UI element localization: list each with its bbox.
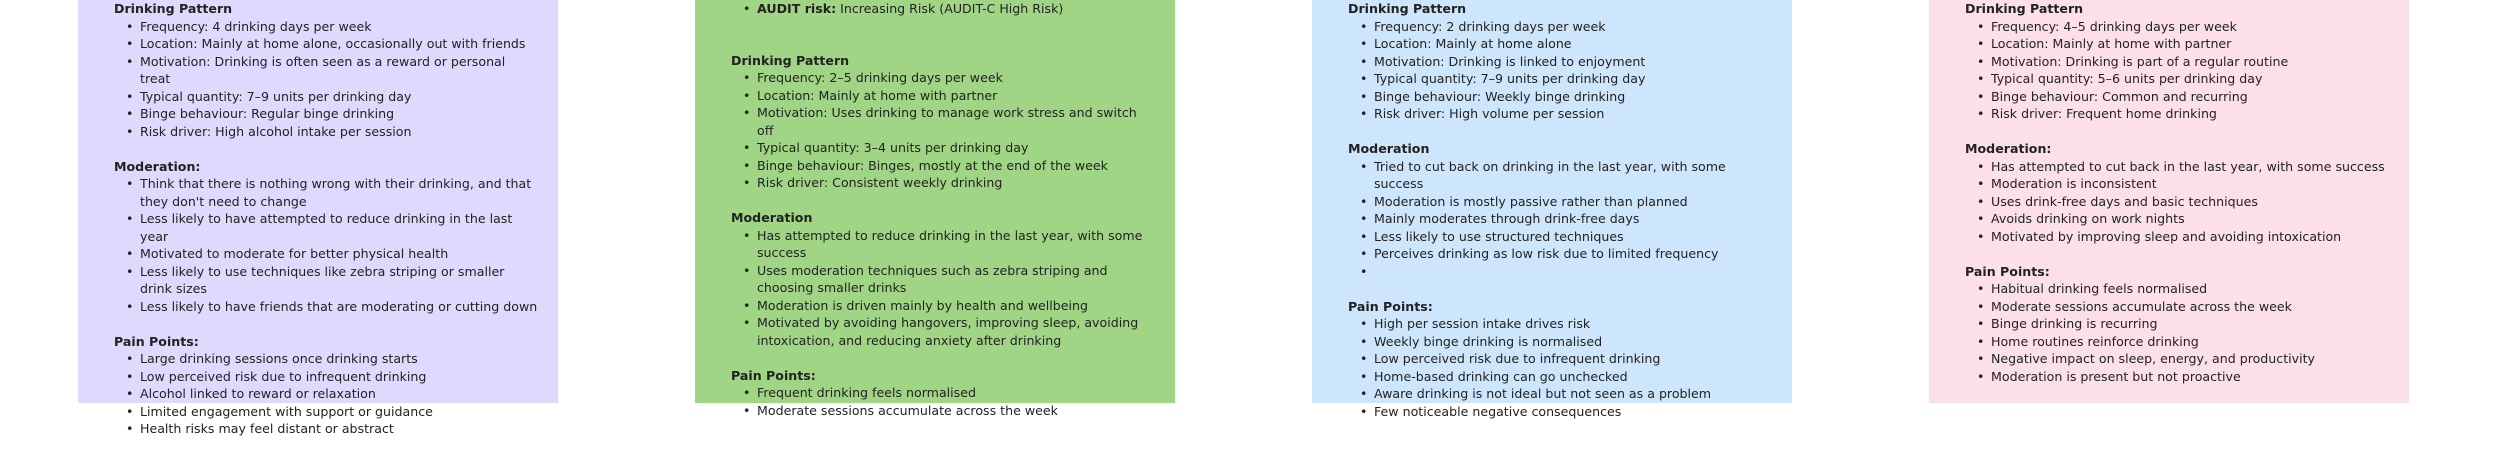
list-item: • Location: Mainly at home alone [1374,35,1772,53]
pain-points-section [1312,298,1792,421]
moderation-section [695,209,1175,349]
list-item: • Location: Mainly at home with partner [757,87,1155,105]
persona-card-4 [1929,0,2409,403]
list-item: • Mainly moderates through drink-free days [1374,210,1772,228]
section-heading: Moderation [1348,141,1430,156]
section-heading: Moderation [731,210,813,225]
drinking-pattern-section [695,52,1175,192]
list-item: • Moderate sessions accumulate across the week [1991,298,2389,316]
moderation-section [1929,140,2409,245]
pain-points-section [695,367,1175,420]
section-heading: Drinking Pattern [731,52,850,68]
bullet-list [78,175,558,315]
list-item: • Binge behaviour: Regular binge drinking [140,105,538,123]
list-item: • Binge drinking is recurring [1991,315,2389,333]
list-item: • Low perceived risk due to infrequent drinking [1374,350,1772,368]
list-item: • Frequency: 2 drinking days per week [1374,18,1772,36]
section-heading: Pain Points: [1348,298,1433,314]
list-item: • Alcohol linked to reward or relaxation [140,385,538,403]
list-item: • Moderate sessions accumulate across the week [757,402,1155,420]
list-item: • Moderation is inconsistent [1991,175,2389,193]
audit-risk-label: AUDIT risk: [757,1,837,16]
list-item: • Typical quantity: 7–9 units per drinking day [140,88,538,106]
moderation-section [78,158,558,316]
section-heading: Drinking Pattern [114,1,233,16]
list-item: • Home routines reinforce drinking [1991,333,2389,351]
drinking-pattern-section [78,0,558,140]
bullet-list [1929,280,2409,385]
list-item: • Less likely to have attempted to reduce drinking in the last year [140,210,538,245]
list-item: • Risk driver: High volume per session [1374,105,1772,123]
list-item: • Frequency: 2–5 drinking days per week [757,69,1155,87]
persona-card-3 [1312,0,1792,419]
drinking-pattern-section [1312,0,1792,123]
list-item: • Motivated by improving sleep and avoiding intoxication [1991,228,2389,246]
list-item: • Motivated to moderate for better physical health [140,245,538,263]
section-heading: Moderation: [114,158,201,174]
persona-card-2 [695,0,1175,418]
bullet-list [1312,18,1792,123]
audit-risk-value: Increasing Risk (AUDIT-C High Risk) [840,1,1064,16]
list-item: • Motivation: Uses drinking to manage work stress and switch off [757,104,1155,139]
list-item [1374,263,1772,281]
list-item: • Motivation: Drinking is often seen as a reward or personal treat [140,53,538,88]
list-item: • High per session intake drives risk [1374,315,1772,333]
list-item: • Habitual drinking feels normalised [1991,280,2389,298]
list-item: • Binge behaviour: Weekly binge drinking [1374,88,1772,106]
list-item: • Moderation is mostly passive rather than planned [1374,193,1772,211]
drinking-pattern-section [1929,0,2409,123]
bullet-list [1929,18,2409,123]
list-item: • Frequent drinking feels normalised [757,384,1155,402]
section-heading: Pain Points: [1965,263,2050,279]
list-item: • Uses drink-free days and basic techniques [1991,193,2389,211]
pain-points-section [78,333,558,438]
list-item: • Risk driver: High alcohol intake per session [140,123,538,141]
list-item: • Few noticeable negative consequences [1374,403,1772,421]
list-item: • Frequency: 4 drinking days per week [140,18,538,36]
section-heading: Drinking Pattern [1965,1,2084,16]
list-item: • Typical quantity: 7–9 units per drinking day [1374,70,1772,88]
list-item: • Frequency: 4–5 drinking days per week [1991,18,2389,36]
list-item: • Has attempted to cut back in the last year, with some success [1991,158,2389,176]
audit-risk-item [757,0,1155,18]
list-item: • Perceives drinking as low risk due to limited frequency [1374,245,1772,263]
list-item: • Aware drinking is not ideal but not seen as a problem [1374,385,1772,403]
list-item: • Negative impact on sleep, energy, and productivity [1991,350,2389,368]
list-item: • Typical quantity: 3–4 units per drinking day [757,139,1155,157]
list-item: • Binge behaviour: Binges, mostly at the end of the week [757,157,1155,175]
audit-risk-list [695,0,1175,18]
moderation-section [1312,140,1792,280]
list-item: • Health risks may feel distant or abstract [140,420,538,438]
list-item: • Large drinking sessions once drinking starts [140,350,538,368]
list-item: • Typical quantity: 5–6 units per drinking day [1991,70,2389,88]
bullet-list [695,227,1175,350]
list-item: • Moderation is present but not proactive [1991,368,2389,386]
bullet-list [695,384,1175,419]
bullet-list [78,18,558,141]
list-item: • Avoids drinking on work nights [1991,210,2389,228]
list-item: • Tried to cut back on drinking in the last year, with some success [1374,158,1772,193]
list-item: • Moderation is driven mainly by health and wellbeing [757,297,1155,315]
list-item: • Less likely to have friends that are moderating or cutting down [140,298,538,316]
list-item: • Location: Mainly at home with partner [1991,35,2389,53]
section-heading: Moderation: [1965,141,2052,156]
list-item: • Think that there is nothing wrong with their drinking, and that they don't need to change [140,175,538,210]
bullet-list [78,350,558,438]
list-item: • Less likely to use structured techniques [1374,228,1772,246]
list-item: • Binge behaviour: Common and recurring [1991,88,2389,106]
bullet-list [1929,158,2409,246]
list-item: • Uses moderation techniques such as zebra striping and choosing smaller drinks [757,262,1155,297]
section-heading: Drinking Pattern [1348,1,1467,16]
bullet-list [1312,315,1792,420]
persona-card-1 [78,0,558,436]
section-heading: Pain Points: [114,333,199,349]
pain-points-section [1929,263,2409,386]
list-item: • Low perceived risk due to infrequent drinking [140,368,538,386]
bullet-list [695,69,1175,192]
list-item: • Limited engagement with support or guidance [140,403,538,421]
list-item: • Weekly binge drinking is normalised [1374,333,1772,351]
list-item: • Has attempted to reduce drinking in the last year, with some success [757,227,1155,262]
section-heading: Pain Points: [731,367,816,383]
list-item: • Motivation: Drinking is linked to enjoyment [1374,53,1772,71]
list-item: • Motivation: Drinking is part of a regular routine [1991,53,2389,71]
list-item: • Risk driver: Frequent home drinking [1991,105,2389,123]
list-item: • Location: Mainly at home alone, occasionally out with friends [140,35,538,53]
list-item: • Risk driver: Consistent weekly drinking [757,174,1155,192]
list-item: • Home-based drinking can go unchecked [1374,368,1772,386]
bullet-list [1312,158,1792,281]
list-item: • Motivated by avoiding hangovers, improving sleep, avoiding intoxication, and reducing anxiety after drinking [757,314,1155,349]
list-item: • Less likely to use techniques like zebra striping or smaller drink sizes [140,263,538,298]
